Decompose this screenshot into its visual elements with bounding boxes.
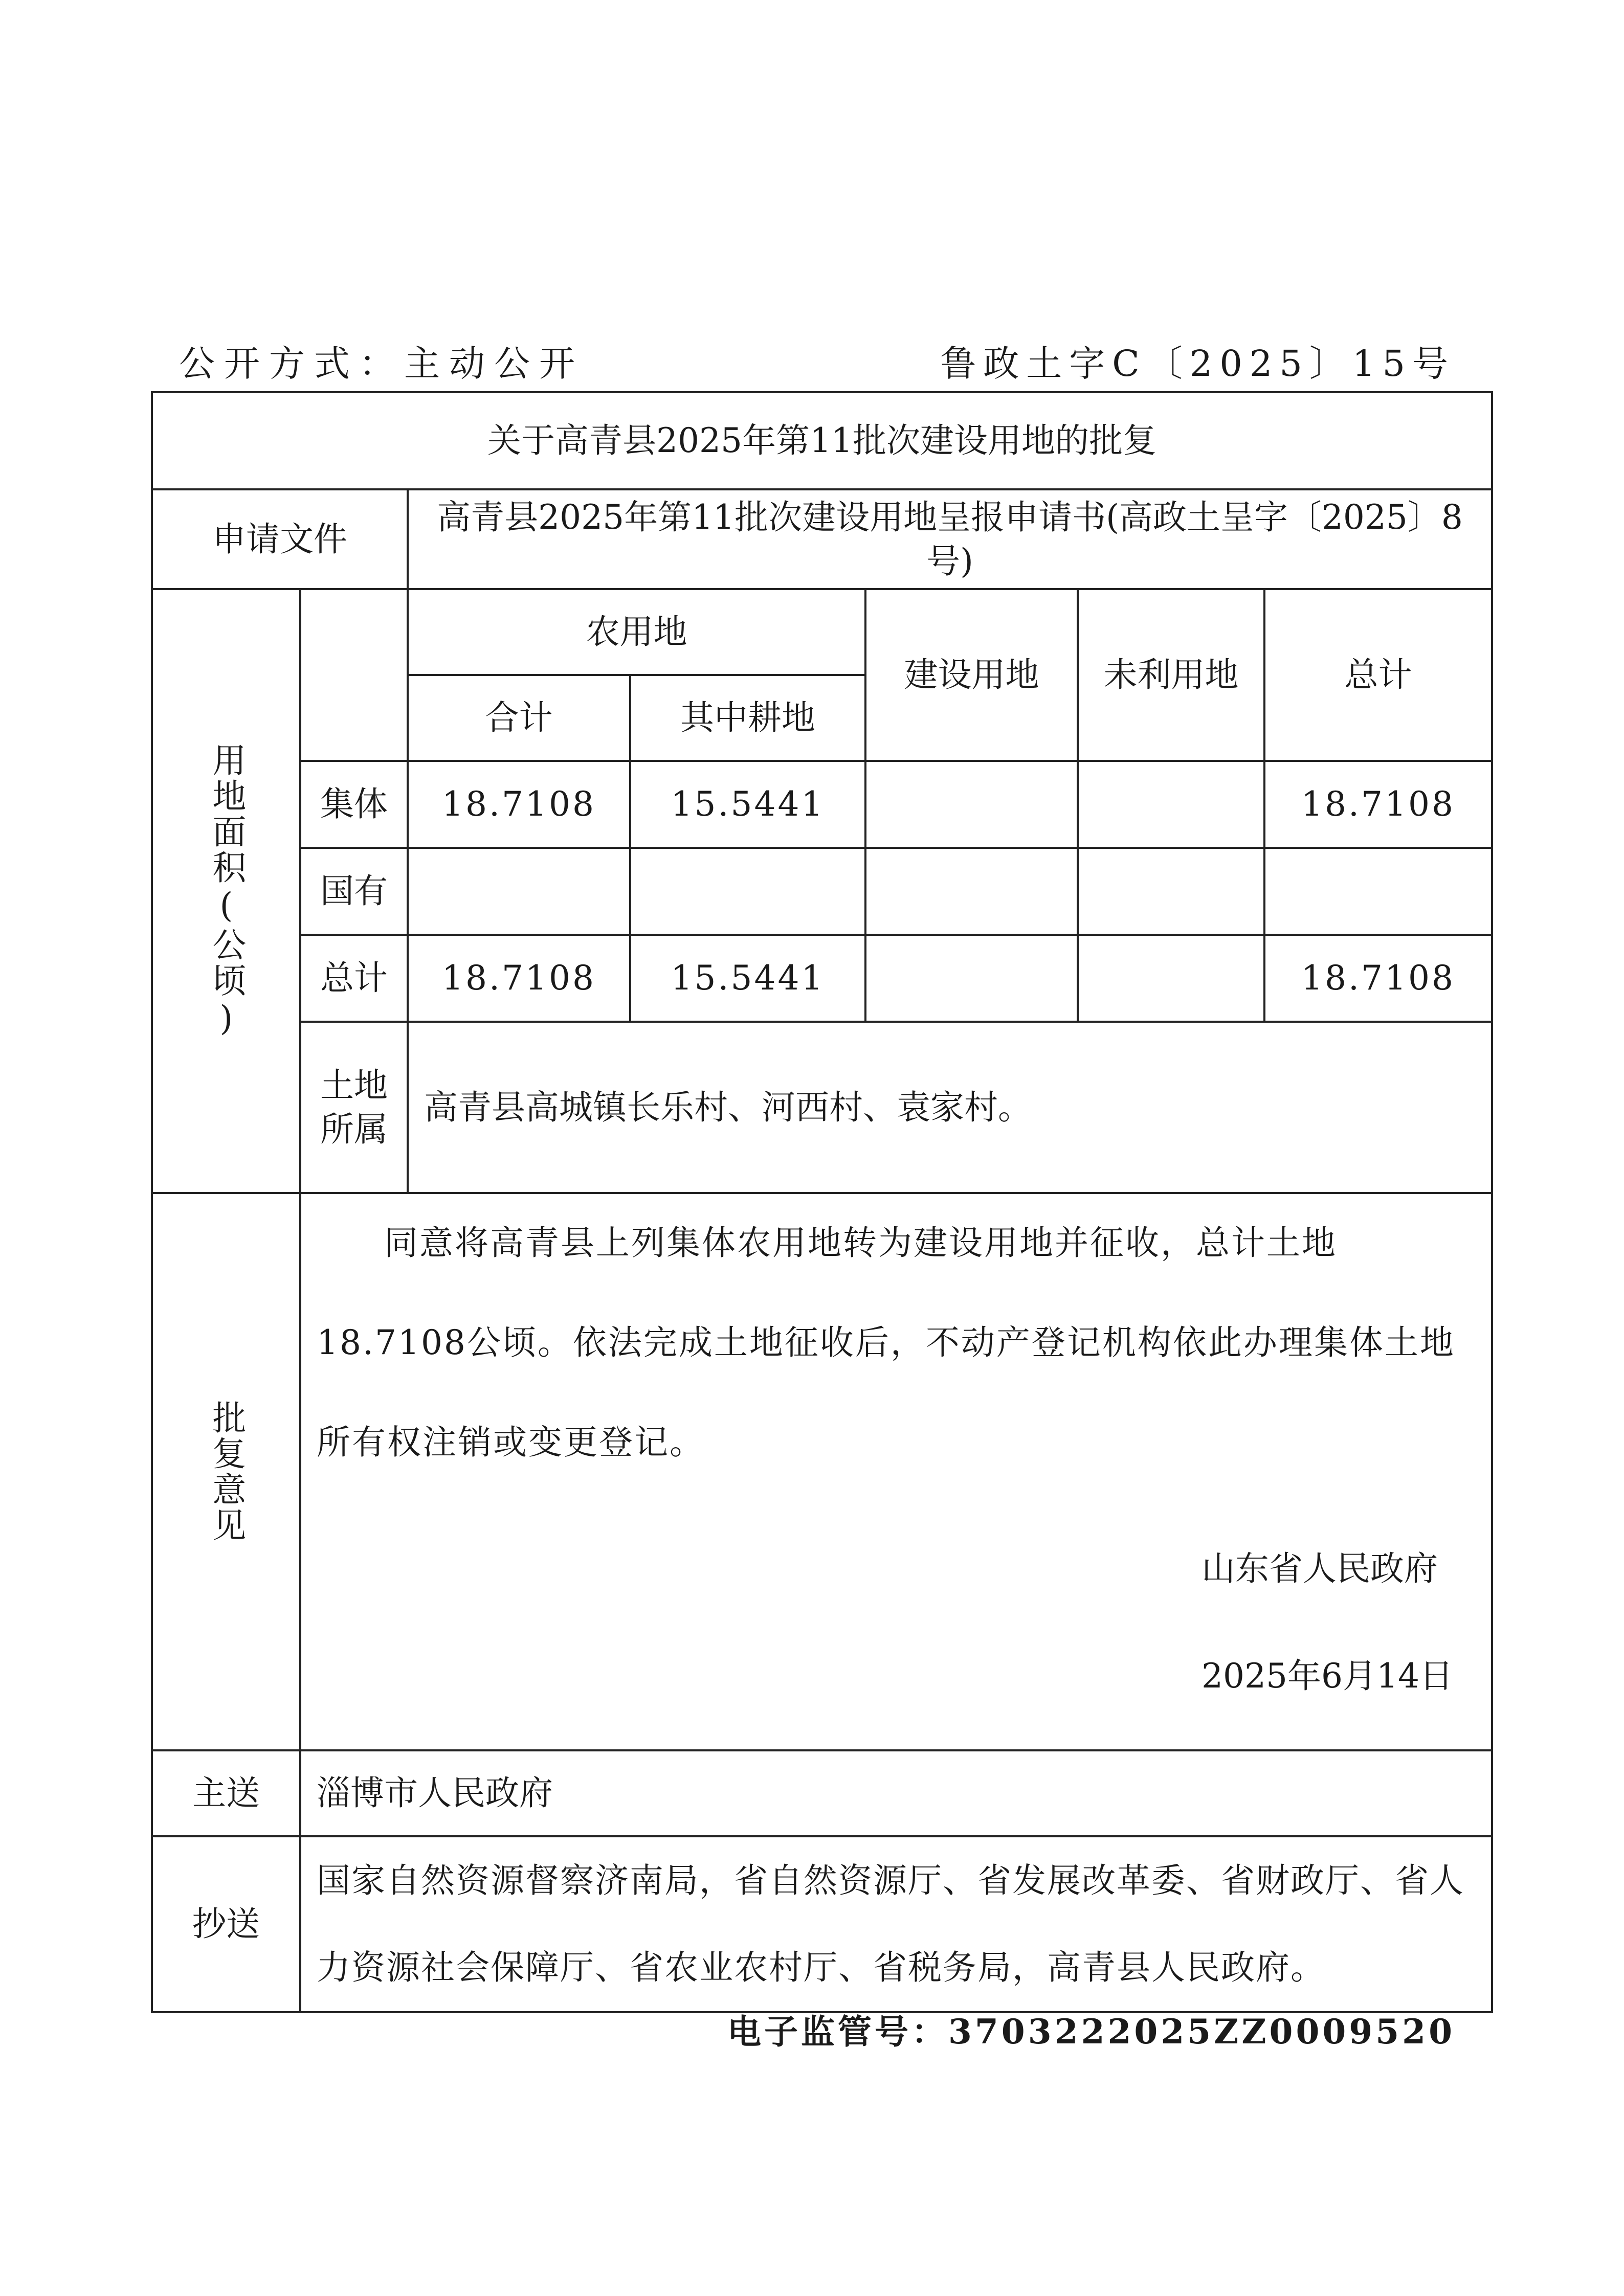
approval-date: 2025年6月14日 bbox=[1202, 1656, 1453, 1696]
col-unused: 未利用地 bbox=[1078, 589, 1264, 761]
ownership-label: 土地所属 bbox=[320, 1065, 388, 1149]
state-total bbox=[1264, 848, 1492, 935]
collective-construction bbox=[865, 761, 1078, 848]
land-area-label-cell bbox=[152, 589, 300, 1193]
cc-value: 国家自然资源督察济南局，省自然资源厅、省发展改革委、省财政厅、省人力资源社会保障厅、省农业农村厅、省税务局，高青县人民政府。 bbox=[317, 1861, 1464, 1987]
approval-text: 同意将高青县上列集体农用地转为建设用地并征收，总计土地18.7108公顷。依法完成土地征收后，不动产登记机构依此办理集体土地所有权注销或变更登记。 bbox=[317, 1223, 1455, 1462]
approval-label-cell bbox=[152, 1193, 300, 1750]
application-value: 高青县2025年第11批次建设用地呈报申请书(高政土呈字〔2025〕8号) bbox=[408, 489, 1492, 589]
col-construction: 建设用地 bbox=[865, 589, 1078, 761]
main-recipient-value: 淄博市人民政府 bbox=[300, 1750, 1492, 1836]
total-total: 18.7108 bbox=[1264, 935, 1492, 1022]
cc-value-cell bbox=[300, 1836, 1492, 2012]
supervision-number: 电子监管号：3703222025ZZ0009520 bbox=[727, 2012, 1455, 2052]
ownership-label-cell bbox=[300, 1022, 408, 1193]
table-row bbox=[152, 848, 1492, 935]
state-subtotal bbox=[408, 848, 630, 935]
state-arable bbox=[630, 848, 865, 935]
main-recipient-label: 主送 bbox=[152, 1750, 300, 1836]
table-row bbox=[152, 935, 1492, 1022]
col-subtotal: 合计 bbox=[408, 675, 630, 761]
col-arable: 其中耕地 bbox=[630, 675, 865, 761]
approval-label: 批复意见 bbox=[206, 1400, 246, 1543]
land-area-label: 用地面积(公顷) bbox=[206, 742, 246, 1040]
collective-total: 18.7108 bbox=[1264, 761, 1492, 848]
document-title: 关于高青县2025年第11批次建设用地的批复 bbox=[152, 392, 1492, 489]
state-construction bbox=[865, 848, 1078, 935]
approval-form-table bbox=[151, 391, 1493, 2013]
cc-label: 抄送 bbox=[152, 1836, 300, 2012]
col-agricultural: 农用地 bbox=[408, 589, 865, 675]
empty-corner-cell bbox=[300, 589, 408, 761]
state-unused bbox=[1078, 848, 1264, 935]
collective-subtotal: 18.7108 bbox=[408, 761, 630, 848]
document-number: 鲁政土字C〔2025〕15号 bbox=[940, 343, 1455, 385]
ownership-value: 高青县高城镇长乐村、河西村、袁家村。 bbox=[408, 1022, 1492, 1193]
signatory: 山东省人民政府 bbox=[1202, 1549, 1438, 1589]
collective-arable: 15.5441 bbox=[630, 761, 865, 848]
row-label-state: 国有 bbox=[300, 848, 408, 935]
approval-opinion-cell bbox=[300, 1193, 1492, 1750]
row-label-collective: 集体 bbox=[300, 761, 408, 848]
col-total: 总计 bbox=[1264, 589, 1492, 761]
collective-unused bbox=[1078, 761, 1264, 848]
total-subtotal: 18.7108 bbox=[408, 935, 630, 1022]
total-arable: 15.5441 bbox=[630, 935, 865, 1022]
row-label-total: 总计 bbox=[300, 935, 408, 1022]
table-row bbox=[152, 761, 1492, 848]
total-unused bbox=[1078, 935, 1264, 1022]
total-construction bbox=[865, 935, 1078, 1022]
application-label: 申请文件 bbox=[152, 489, 408, 589]
disclosure-method: 公开方式：主动公开 bbox=[179, 343, 584, 385]
